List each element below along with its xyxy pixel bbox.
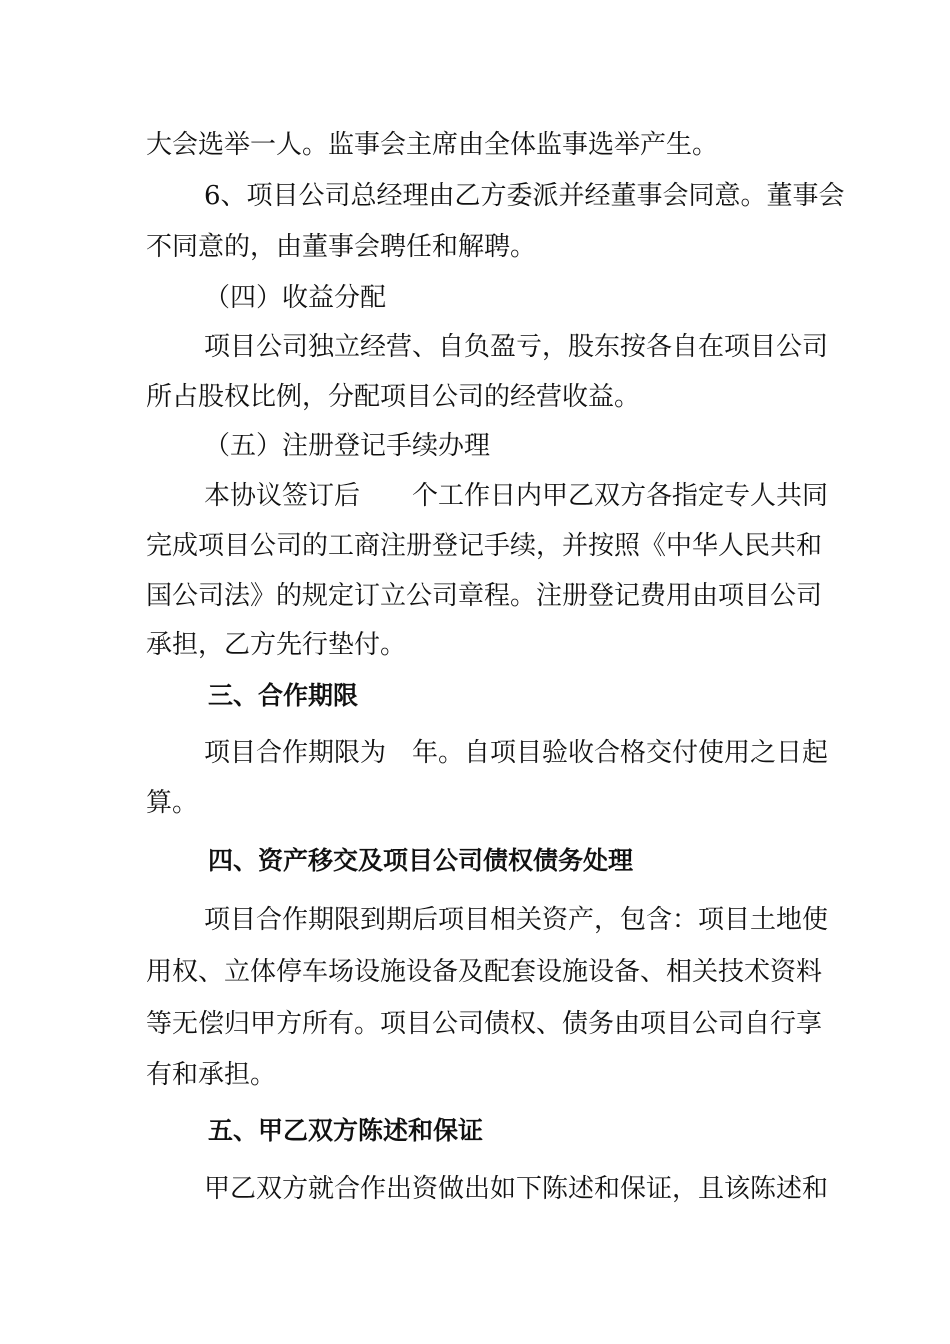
paragraph-line: 完成项目公司的工商注册登记手续，并按照《中华人民共和	[146, 531, 823, 561]
section-heading: 四、资产移交及项目公司债权债务处理	[208, 846, 634, 875]
paragraph-line: 国公司法》的规定订立公司章程。注册登记费用由项目公司	[146, 581, 823, 611]
paragraph-line: 有和承担。	[146, 1060, 277, 1090]
paragraph-line: 算。	[146, 788, 199, 818]
paragraph-line: 等无偿归甲方所有。项目公司债权、债务由项目公司自行享	[146, 1009, 823, 1039]
paragraph-line: 大会选举一人。监事会主席由全体监事选举产生。	[146, 130, 719, 160]
paragraph-line: 项目合作期限到期后项目相关资产，包含：项目土地使	[204, 905, 829, 935]
paragraph-line: 用权、立体停车场设施设备及配套设施设备、相关技术资料	[146, 957, 823, 987]
subsection-heading: （四）收益分配	[204, 283, 387, 313]
paragraph-line: 6、项目公司总经理由乙方委派并经董事会同意。董事会	[204, 181, 845, 211]
paragraph-line: 项目合作期限为 年。自项目验收合格交付使用之日起	[204, 738, 829, 768]
paragraph-line: 所占股权比例，分配项目公司的经营收益。	[146, 382, 641, 412]
subsection-heading: （五）注册登记手续办理	[204, 431, 491, 461]
section-heading: 三、合作期限	[208, 681, 359, 710]
paragraph-line: 甲乙双方就合作出资做出如下陈述和保证，且该陈述和	[204, 1174, 829, 1204]
paragraph-line: 不同意的，由董事会聘任和解聘。	[146, 232, 537, 262]
paragraph-line: 承担，乙方先行垫付。	[146, 630, 407, 660]
section-heading: 五、甲乙双方陈述和保证	[208, 1116, 484, 1145]
paragraph-line: 项目公司独立经营、自负盈亏，股东按各自在项目公司	[204, 332, 829, 362]
paragraph-line: 本协议签订后 个工作日内甲乙双方各指定专人共同	[204, 481, 829, 511]
